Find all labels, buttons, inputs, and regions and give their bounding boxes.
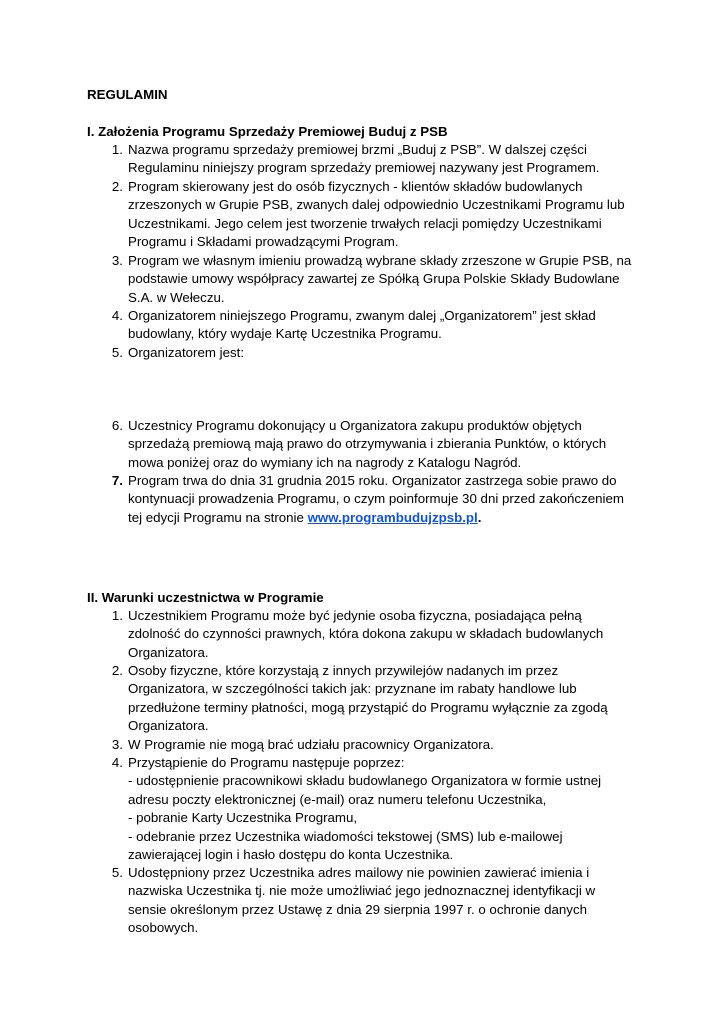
item-line: sensie określonym przez Ustawę z dnia 29 sierpnia 1997 r. o ochronie danych [128, 901, 587, 917]
item-line: Programu i Składami prowadzącymi Program. [128, 234, 399, 250]
document-title: REGULAMIN [87, 87, 168, 102]
item-number: 2. [111, 179, 123, 194]
item-number: 2. [111, 663, 123, 678]
item-line: kontynuacji prowadzenia Programu, o czym poinformuje 30 dni przed zakończeniem [128, 491, 624, 507]
item-line: Program skierowany jest do osób fizycznych - klientów składów budowlanych [128, 179, 583, 194]
item-number: 4. [111, 308, 123, 323]
item-line: Uczestnicy Programu dokonujący u Organizatora zakupu produktów objętych [128, 418, 582, 433]
link-prefix: tej edycji Programu na stronie [128, 509, 308, 525]
item-number: 5. [111, 345, 123, 360]
item-line: zawierającej login i hasło dostępu do konta Uczestnika. [128, 847, 454, 863]
item-line: Organizatora, w szczególności takich jak: przyznane im rabaty handlowe lub [128, 681, 577, 697]
item-line: - pobranie Karty Uczestnika Programu, [128, 810, 358, 826]
item-line: Organizatorem niniejszego Programu, zwanym dalej „Organizatorem” jest skład [128, 308, 596, 323]
item-number: 3. [111, 737, 123, 752]
item-line: W Programie nie mogą brać udziału pracownicy Organizatora. [128, 737, 494, 752]
item-line: sprzedażą premiową mają prawo do otrzymywania i zbierania Punktów, o których [128, 436, 607, 452]
item-line: adresu poczty elektronicznej (e-mail) oraz numeru telefonu Uczestnika, [128, 791, 547, 807]
item-line: budowlany, który wydaje Kartę Uczestnika Programu. [128, 326, 442, 342]
item-line: - udostępnienie pracownikowi składu budowlanego Organizatora w formie ustnej [128, 773, 602, 789]
item-number: 1. [111, 142, 123, 157]
item-line-with-link [128, 509, 648, 527]
item-line: Uczestnikami. Jego celem jest tworzenie trwałych relacji pomiędzy Uczestnikami [128, 215, 602, 231]
section-2-heading: II. Warunki uczestnictwa w Programie [87, 590, 324, 605]
item-line: Uczestnikiem Programu może być jedynie osoba fizyczna, posiadająca pełną [128, 608, 582, 623]
item-line: - odebranie przez Uczestnika wiadomości tekstowej (SMS) lub e-mailowej [128, 828, 563, 844]
item-line: Regulaminu niniejszy program sprzedaży premiowej nazywany jest Programem. [128, 160, 600, 176]
item-number: 3. [111, 253, 123, 268]
program-website-link[interactable]: www.programbudujzpsb.pl [307, 509, 478, 525]
item-line: Organizatora. [128, 718, 209, 734]
item-line: Osoby fizyczne, które korzystają z innych przywilejów nadanych im przez [128, 663, 559, 678]
item-line: Udostępniony przez Uczestnika adres mailowy nie powinien zawierać imienia i [128, 865, 590, 880]
item-line: Nazwa programu sprzedaży premiowej brzmi „Buduj z PSB”. W dalszej części [128, 142, 587, 157]
item-line: S.A. w Wełeczu. [128, 289, 225, 305]
item-line: Organizatora. [128, 644, 209, 660]
item-line: przedłużone terminy płatności, mogą przystąpić do Programu wyłącznie za zgodą [128, 699, 608, 715]
item-number: 4. [111, 755, 123, 770]
item-number: 5. [111, 865, 123, 880]
link-suffix: . [477, 509, 482, 525]
item-line: Program trwa do dnia 31 grudnia 2015 roku. Organizator zastrzega sobie prawo do [128, 473, 617, 488]
item-number: 6. [111, 418, 123, 433]
item-line: osobowych. [128, 920, 199, 936]
item-line: zdolność do czynności prawnych, która dokona zakupu w składach budowlanych [128, 626, 604, 642]
item-line: nazwiska Uczestnika tj. nie może umożliwiać jego jednoznacznej identyfikacji w [128, 883, 596, 899]
item-line: Przystąpienie do Programu następuje poprzez: [128, 755, 405, 770]
item-number: 7. [111, 473, 123, 488]
item-line: mowa poniżej oraz do wymiany ich na nagrody z Katalogu Nagród. [128, 454, 522, 470]
item-line: podstawie umowy współpracy zawartej ze Spółką Grupa Polskie Składy Budowlane [128, 271, 620, 287]
item-line: Organizatorem jest: [128, 345, 245, 360]
item-number: 1. [111, 608, 123, 623]
section-1-heading: I. Założenia Programu Sprzedaży Premiowej Buduj z PSB [87, 124, 448, 139]
item-line: Program we własnym imieniu prowadzą wybrane składy zrzeszone w Grupie PSB, na [128, 253, 632, 268]
item-line: zrzeszonych w Grupie PSB, zwanych dalej odpowiednio Uczestnikami Programu lub [128, 197, 625, 213]
